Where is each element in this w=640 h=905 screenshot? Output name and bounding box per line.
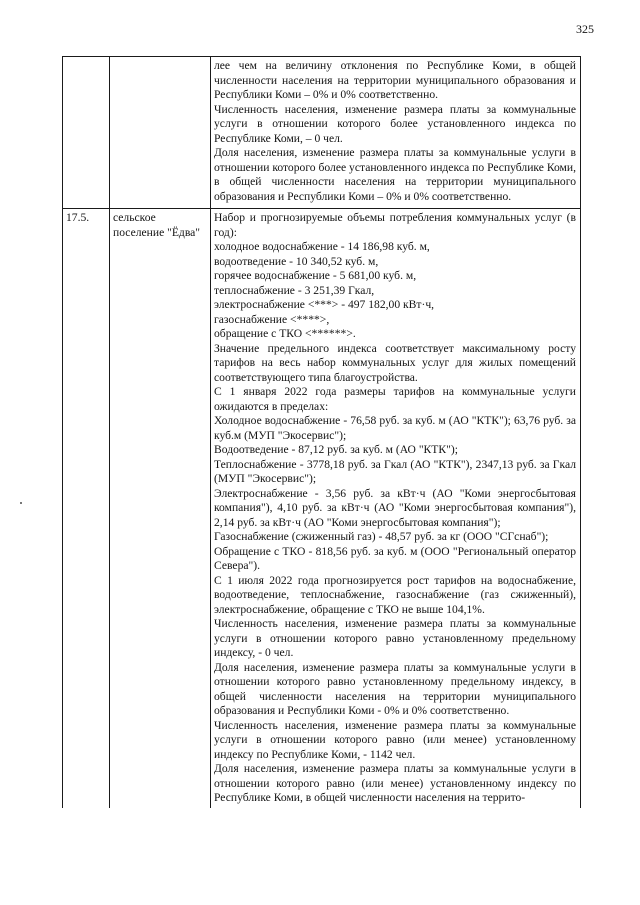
row-name-cell: сельское поселение "Ёдва" [110,209,211,808]
paragraph: электроснабжение <***> - 497 182,00 кВт·ч, [214,298,435,311]
paragraph: теплоснабжение - 3 251,39 Гкал, [214,283,375,297]
paragraph: газоснабжение <****>, [214,312,330,326]
table-row [63,57,581,209]
paragraph: горячее водоснабжение - 5 681,00 куб. м, [214,269,417,282]
scan-speck [20,502,22,504]
row-number-cell [63,57,110,209]
paragraph: обращение с ТКО <******>. [214,327,356,340]
paragraph: Газоснабжение (сжиженный газ) - 48,57 руб. за кг (ООО "СГснаб"); [214,530,549,543]
page-number: 325 [576,22,594,36]
row-text-cell [211,57,581,209]
paragraph: Холодное водоснабжение - 76,58 руб. за куб. м (АО "КТК"); 63,76 руб. за куб.м (МУП "Экосервис"); [214,414,576,442]
paragraph: Водоотведение - 87,12 руб. за куб. м (АО "КТК"); [214,443,458,456]
paragraph: Доля населения, изменение размера платы за коммунальные услуги в отношении которого равно установленному предельному индексу, в общей численности населения на территории муниципального образования и Республики Коми - 0% и 0% соответственно. [214,660,576,717]
paragraph: лее чем на величину отклонения по Республике Коми, в общей численности населения на территории муниципального образования и Республики Коми – 0% и 0% соответственно. [214,59,576,101]
paragraph: холодное водоснабжение - 14 186,98 куб. м, [214,240,430,253]
paragraph: Теплоснабжение - 3778,18 руб. за Гкал (АО "КТК"), 2347,13 руб. за Гкал (МУП "Экосервис"); [214,457,576,485]
row-name-cell [110,57,211,209]
paragraph: Доля населения, изменение размера платы за коммунальные услуги в отношении которого равно (или менее) установленному индексу по Республике Коми, в общей численности населения на террито- [214,762,576,804]
paragraph: Численность населения, изменение размера платы за коммунальные услуги в отношении которого равно (или менее) установленному индексу по Республике Коми, - 1142 чел. [214,718,576,761]
paragraph: Численность населения, изменение размера платы за коммунальные услуги в отношении которого равно установленному предельному индексу, - 0 чел. [214,617,576,659]
row-number-cell: 17.5. [63,209,110,808]
paragraph: С 1 января 2022 года размеры тарифов на коммунальные услуги ожидаются в пределах: [214,385,576,413]
paragraph: С 1 июля 2022 года прогнозируется рост тарифов на водоснабжение, водоотведение, теплоснабжение, газоснабжение (газ сжиженный), электроснабжение, обращение с ТКО не выше 104,1%. [214,573,576,616]
paragraph: Доля населения, изменение размера платы за коммунальные услуги в отношении которого более установленного индекса по Республике Коми, в общей численности населения на территории муниципального образования и Республики Коми – 0% и 0% соответственно. [214,146,576,203]
paragraph: Электроснабжение - 3,56 руб. за кВт·ч (АО "Коми энергосбытовая компания"), 4,10 руб. за кВт·ч (АО "Коми энергосбытовая компания"), 2,14 руб. за кВт·ч (АО "Коми энергосбытовая компания"); [214,486,576,529]
paragraph: Численность населения, изменение размера платы за коммунальные услуги в отношении которого более установленного индекса по Республике Коми, – 0 чел. [214,102,576,145]
paragraph: водоотведение - 10 340,52 куб. м, [214,254,379,268]
paragraph: Значение предельного индекса соответствует максимальному росту тарифов на весь набор коммунальных услуг для жилых помещений соответствующего типа благоустройства. [214,341,576,384]
table-row [63,209,581,808]
row-text-cell [211,209,581,808]
paragraph: Набор и прогнозируемые объемы потребления коммунальных услуг (в год): [214,211,576,239]
document-table [62,56,581,808]
paragraph: Обращение с ТКО - 818,56 руб. за куб. м (ООО "Региональный оператор Севера"). [214,544,576,572]
